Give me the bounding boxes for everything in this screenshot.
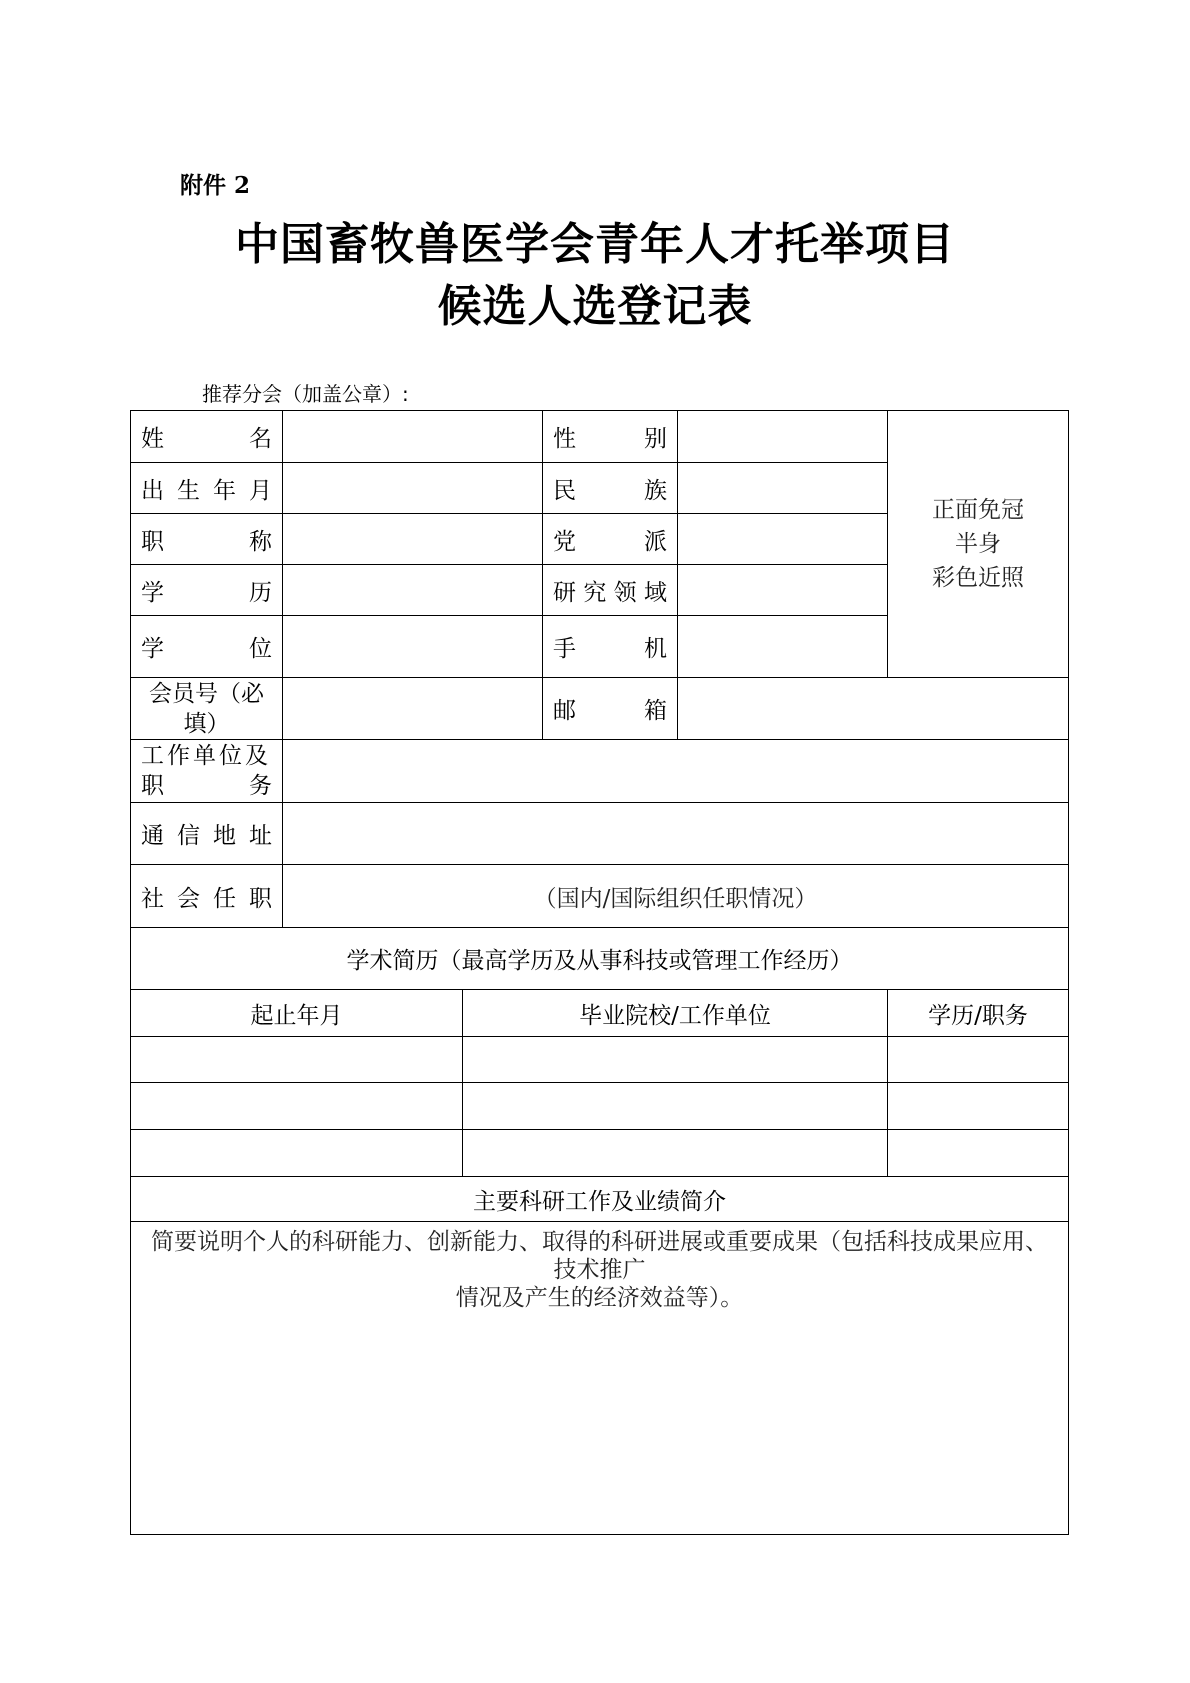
birth-label bbox=[131, 463, 283, 514]
gender-label bbox=[543, 411, 678, 463]
research-description-field[interactable] bbox=[131, 1222, 1069, 1535]
period-cell[interactable] bbox=[131, 1037, 463, 1083]
title-field[interactable] bbox=[283, 514, 543, 565]
mobile-field[interactable] bbox=[678, 616, 888, 678]
unit-cell[interactable] bbox=[463, 1037, 888, 1083]
address-field[interactable] bbox=[283, 803, 1069, 865]
member-no-label-line2: 填） bbox=[183, 710, 230, 737]
email-label-text: 邮 箱 bbox=[553, 698, 667, 724]
photo-hint-line3: 彩色近照 bbox=[932, 565, 1024, 591]
education-field[interactable] bbox=[283, 565, 543, 616]
form-title-line2: 候选人选登记表 bbox=[437, 281, 753, 332]
gender-label-text: 性 别 bbox=[553, 426, 667, 452]
birth-label-text: 出 生 年 月 bbox=[141, 477, 272, 504]
col-unit-header: 毕业院校/工作单位 bbox=[463, 990, 888, 1037]
research-description-line1: 简要说明个人的科研能力、创新能力、取得的科研进展或重要成果（包括科技成果应用、技术推广 bbox=[151, 1229, 1048, 1283]
ethnicity-label-text: 民 族 bbox=[553, 477, 667, 504]
birth-field[interactable] bbox=[283, 463, 543, 514]
photo-placeholder[interactable] bbox=[888, 411, 1069, 678]
registration-form-table bbox=[130, 410, 1069, 1535]
address-label-text: 通 信 地 址 bbox=[141, 823, 272, 849]
research-field-label bbox=[543, 565, 678, 616]
gender-field[interactable] bbox=[678, 411, 888, 463]
social-post-field[interactable] bbox=[283, 865, 1069, 928]
party-label-text: 党 派 bbox=[553, 528, 667, 555]
research-header: 主要科研工作及业绩简介 bbox=[131, 1177, 1069, 1222]
table-row bbox=[131, 1130, 1069, 1177]
table-row bbox=[131, 1083, 1069, 1130]
table-row bbox=[131, 1037, 1069, 1083]
form-title-line1: 中国畜牧兽医学会青年人才托举项目 bbox=[235, 219, 955, 270]
unit-cell[interactable] bbox=[463, 1130, 888, 1177]
research-description-line2: 情况及产生的经济效益等）。 bbox=[455, 1285, 744, 1311]
title-label-text: 职 称 bbox=[141, 528, 272, 555]
mobile-label bbox=[543, 616, 678, 678]
degree-field[interactable] bbox=[283, 616, 543, 678]
email-field[interactable] bbox=[678, 678, 1069, 740]
party-field[interactable] bbox=[678, 514, 888, 565]
degree-label-text: 学 位 bbox=[141, 636, 272, 662]
col-degree-header: 学历/职务 bbox=[888, 990, 1069, 1037]
work-unit-label bbox=[131, 740, 283, 803]
recommend-branch-label: 推荐分会（加盖公章）: bbox=[202, 382, 409, 406]
academic-resume-header: 学术简历（最高学历及从事科技或管理工作经历） bbox=[131, 928, 1069, 990]
name-label-text: 姓 名 bbox=[141, 426, 272, 452]
unit-cell[interactable] bbox=[463, 1083, 888, 1130]
title-label bbox=[131, 514, 283, 565]
research-field-label-text: 研 究 领 域 bbox=[553, 579, 667, 606]
period-cell[interactable] bbox=[131, 1130, 463, 1177]
degree-cell[interactable] bbox=[888, 1083, 1069, 1130]
member-no-label-line1: 会员号（必 bbox=[149, 680, 264, 707]
name-label bbox=[131, 411, 283, 463]
member-no-label bbox=[131, 678, 283, 740]
party-label bbox=[543, 514, 678, 565]
work-unit-label-line2: 职 务 bbox=[141, 773, 272, 799]
ethnicity-label bbox=[543, 463, 678, 514]
degree-cell[interactable] bbox=[888, 1130, 1069, 1177]
work-unit-field[interactable] bbox=[283, 740, 1069, 803]
col-period-header: 起止年月 bbox=[131, 990, 463, 1037]
education-label bbox=[131, 565, 283, 616]
member-no-field[interactable] bbox=[283, 678, 543, 740]
mobile-label-text: 手 机 bbox=[553, 636, 667, 662]
email-label bbox=[543, 678, 678, 740]
name-field[interactable] bbox=[283, 411, 543, 463]
photo-hint-line2: 半身 bbox=[955, 531, 1001, 557]
degree-cell[interactable] bbox=[888, 1037, 1069, 1083]
degree-label bbox=[131, 616, 283, 678]
social-post-label bbox=[131, 865, 283, 928]
research-field-field[interactable] bbox=[678, 565, 888, 616]
ethnicity-field[interactable] bbox=[678, 463, 888, 514]
address-label bbox=[131, 803, 283, 865]
period-cell[interactable] bbox=[131, 1083, 463, 1130]
work-unit-label-line1: 工作单位及 bbox=[141, 743, 271, 769]
social-post-hint: （国内/国际组织任职情况） bbox=[533, 885, 818, 912]
social-post-label-text: 社 会 任 职 bbox=[141, 885, 272, 912]
education-label-text: 学 历 bbox=[141, 579, 272, 606]
attachment-label: 附件 2 bbox=[180, 172, 251, 199]
photo-hint-line1: 正面免冠 bbox=[932, 497, 1024, 523]
